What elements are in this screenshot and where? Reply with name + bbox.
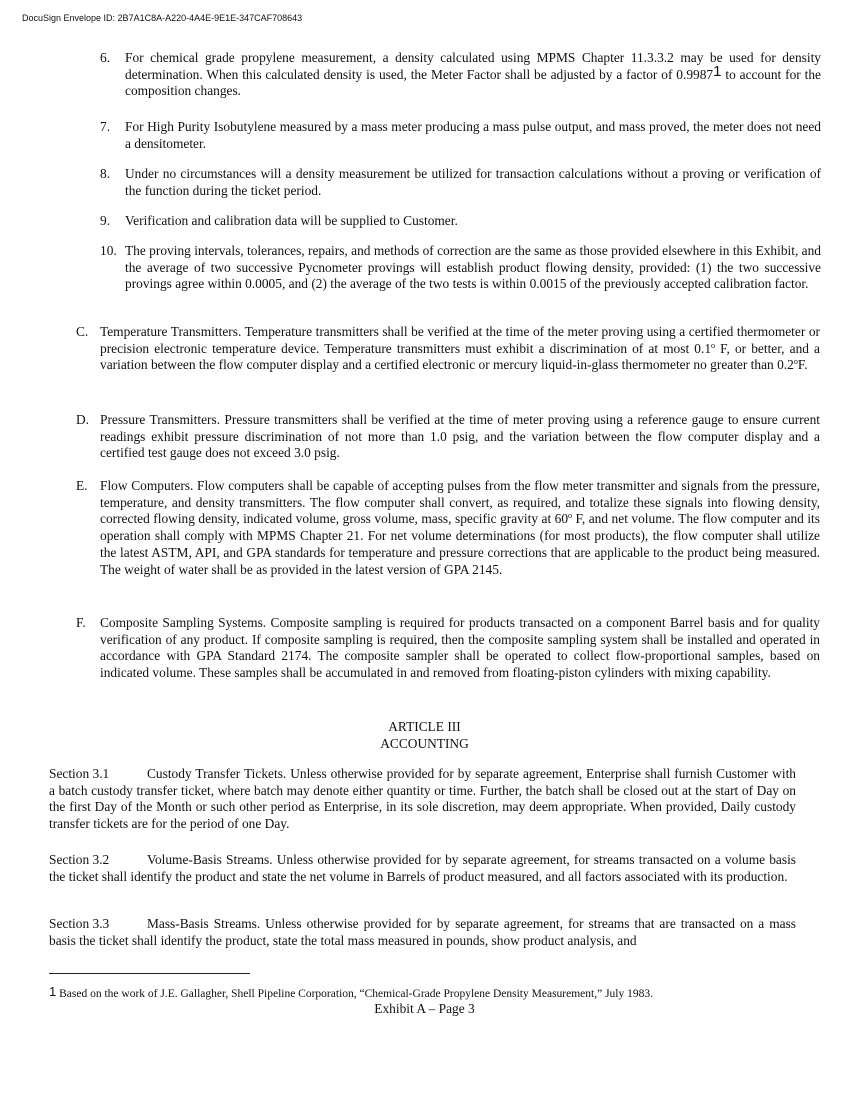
item-text: The proving intervals, tolerances, repairs, and methods of correction are the same as those provided elsewhere in this Exhibit, and the average of two successive Pycnometer provings will establish product flowing density, provided: (1) the two successive provings agree within 0.0005, and (2) the average of the two tests is within 0.0015 of the previously accepted calibration factor.: [125, 243, 821, 292]
section-3-1: [49, 766, 796, 833]
item-text: F.: [797, 357, 808, 373]
item-text: Verification and calibration data will be supplied to Customer.: [125, 213, 458, 228]
section-text: Volume-Basis Streams. Unless otherwise provided for by separate agreement, for streams transacted on a volume basis the ticket shall identify the product and state the net volume in Barrels of product measured, and all factors associated with its production.: [49, 852, 796, 884]
item-text: Temperature Transmitters. Temperature transmitters shall be verified at the time of the meter proving using a certified thermometer or precision electronic temperature device. Temperature transmitters must exhibit a discrimination of at most 0.1: [100, 324, 820, 356]
item-letter: E.: [76, 478, 88, 493]
section-label: Section 3.1: [49, 766, 110, 781]
item-text: For chemical grade propylene measurement, a density calculated using MPMS Chapter 11.3.3.2 may be used for density determination. When this calculated density is used, the Meter Factor shall be adjusted by a factor of 0.9987: [125, 50, 821, 82]
item-text: F, and net volume. The flow computer and its operation shall comply with MPMS Chapter 21. For net volume determinations (for most products), the flow computer shall utilize the latest ASTM, API, and GPA standards for temperature and pressure corrections that are applicable to the product being measured. The weight of water shall be as provided in the latest version of GPA 2145.: [100, 511, 820, 577]
list-item-10: [100, 243, 821, 293]
envelope-id: DocuSign Envelope ID: 2B7A1C8A-A220-4A4E-9E1E-347CAF708643: [22, 13, 303, 23]
list-item-6: [100, 50, 821, 100]
item-text: Pressure Transmitters. Pressure transmitters shall be verified at the time of meter proving using a reference gauge to ensure current readings exhibit pressure discrimination of not more than 1.0 psig, and the variation between the flow computer display and a certified test gauge does not exceed 3.0 psig.: [100, 412, 820, 461]
section-text: Custody Transfer Tickets. Unless otherwise provided for by separate agreement, Enterprise shall furnish Customer with a batch custody transfer ticket, where batch may denote either quantity or time. Further, the batch shall be closed out at the start of Day on the first Day of the Month or such other period as Enterprise, in its sole discretion, may deem appropriate. When provided, Daily custody transfer tickets are for the period of one Day.: [49, 766, 796, 832]
item-text: F, or better, and a variation between the flow computer display and a certified electronic or mercury liquid-in-glass thermometer no greater than 0.2: [100, 340, 821, 373]
item-number: 7.: [100, 119, 111, 134]
footnote-divider: [49, 973, 250, 974]
item-letter: D.: [76, 412, 90, 427]
footnote-text: Based on the work of J.E. Gallagher, Shell Pipeline Corporation, “Chemical-Grade Propylene Density Measurement,” July 1983.: [59, 988, 653, 1000]
list-item-f: [76, 615, 820, 682]
item-number: 6.: [100, 50, 111, 65]
footnote-mark: 1: [49, 984, 57, 999]
list-item-8: [100, 166, 821, 199]
item-letter: C.: [76, 324, 89, 339]
item-text: to account for the composition changes.: [125, 66, 822, 99]
item-letter: F.: [76, 615, 86, 630]
list-item-c: [76, 324, 820, 374]
list-item-7: [100, 119, 821, 152]
list-item-d: [76, 412, 820, 462]
section-text: Mass-Basis Streams. Unless otherwise provided for by separate agreement, for streams that are transacted on a mass basis the ticket shall identify the product, state the total mass measured in pounds, show product analysis, and: [49, 916, 796, 948]
section-3-3: [49, 916, 796, 949]
footnote: [49, 985, 809, 1001]
article-title: ARTICLE III: [388, 719, 461, 734]
article-subtitle: ACCOUNTING: [380, 736, 469, 751]
item-number: 8.: [100, 166, 111, 181]
item-number: 10.: [100, 243, 117, 258]
footnote-reference: 1: [713, 62, 722, 80]
item-text: Under no circumstances will a density measurement be utilized for transaction calculations without a proving or verification of the function during the ticket period.: [125, 166, 821, 198]
page-footer: Exhibit A – Page 3: [374, 1001, 475, 1016]
list-item-9: [100, 213, 821, 230]
item-text: For High Purity Isobutylene measured by a mass meter producing a mass pulse output, and mass proved, the meter does not need a densitometer.: [125, 119, 821, 151]
list-item-e: [76, 478, 820, 578]
degree-symbol: o: [793, 357, 798, 367]
item-number: 9.: [100, 213, 111, 228]
item-text: Composite Sampling Systems. Composite sampling is required for products transacted on a component Barrel basis and for quality verification of any product. If composite sampling is required, then the composite sampling system shall be installed and operated in accordance with GPA Standard 2174. The composite sampler shall be operated to collect flow-proportional samples, based on indicated volume. These samples shall be accumulated in and removed from floating-piston cylinders with mixing capability.: [100, 615, 820, 681]
section-label: Section 3.2: [49, 852, 110, 867]
degree-symbol: o: [568, 511, 573, 521]
item-text: Flow Computers. Flow computers shall be capable of accepting pulses from the flow meter transmitter and signals from the pressure, temperature, and density transmitters. The flow computer shall convert, as required, and totalize these signals into flowing density, corrected flowing density, indicated volume, gross volume, mass, specific gravity at 60: [100, 478, 820, 527]
degree-symbol: o: [711, 340, 716, 350]
section-label: Section 3.3: [49, 916, 110, 931]
section-3-2: [49, 852, 796, 885]
